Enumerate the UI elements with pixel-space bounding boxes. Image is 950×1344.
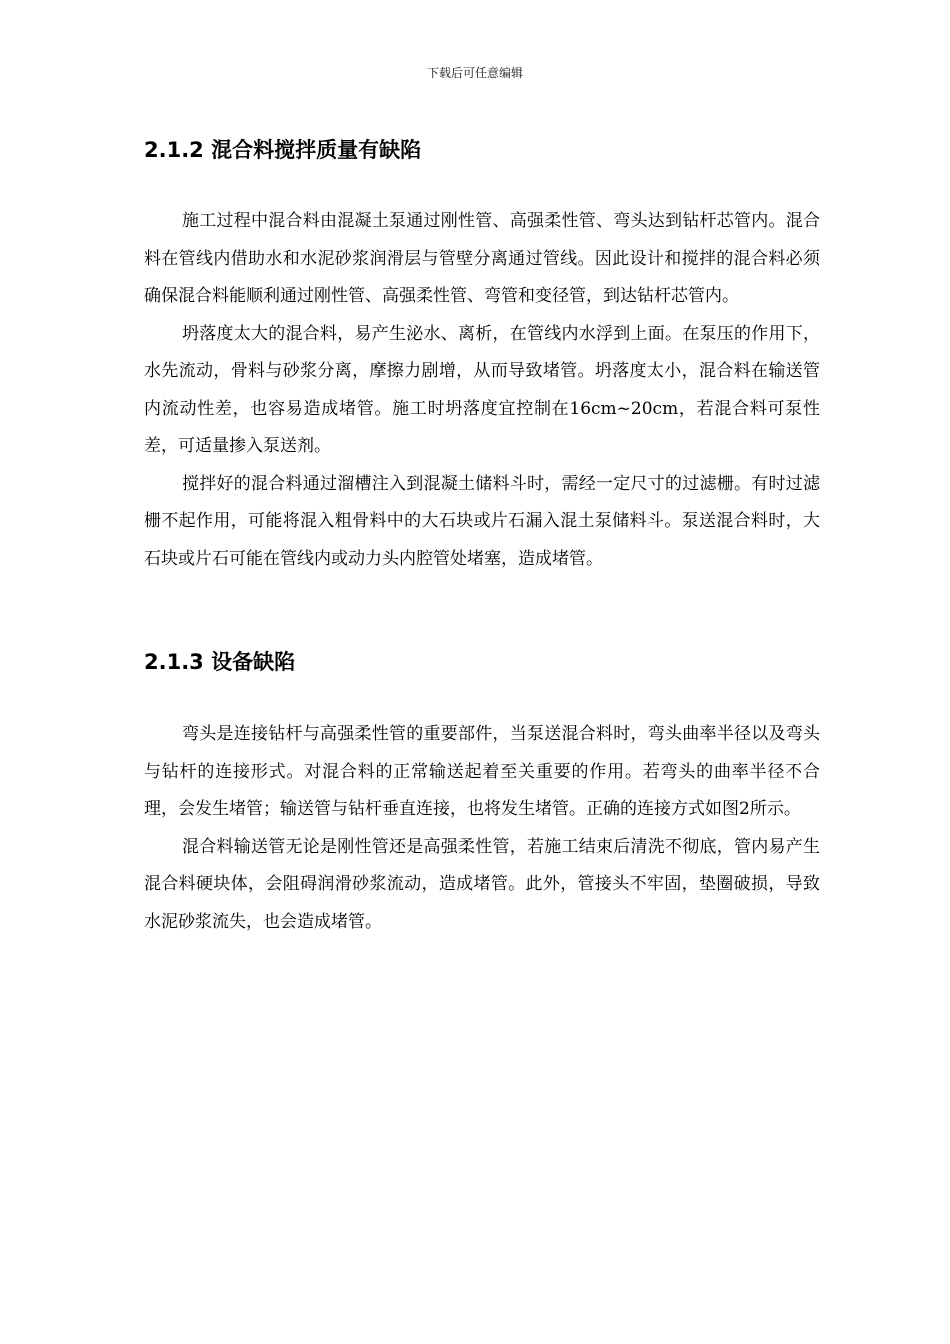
paragraph: 弯头是连接钻杆与高强柔性管的重要部件，当泵送混合料时，弯头曲率半径以及弯头与钻杆的连接形式。对混合料的正常输送起着至关重要的作用。若弯头的曲率半径不合理，会发生堵管；输送管与钻杆垂直连接，也将发生堵管。正确的连接方式如图2所示。 [144, 724, 820, 819]
section-body-2-1-2 [144, 203, 820, 578]
section-heading-2-1-2: 2.1.2 混合料搅拌质量有缺陷 [144, 138, 422, 162]
paragraph: 搅拌好的混合料通过溜槽注入到混凝土储料斗时，需经一定尺寸的过滤栅。有时过滤栅不起作用，可能将混入粗骨料中的大石块或片石漏入混土泵储料斗。泵送混合料时，大石块或片石可能在管线内或动力头内腔管处堵塞，造成堵管。 [144, 473, 820, 569]
paragraph: 坍落度太大的混合料，易产生泌水、离析，在管线内水浮到上面。在泵压的作用下，水先流动，骨料与砂浆分离，摩擦力剧增，从而导致堵管。坍落度太小，混合料在输送管内流动性差，也容易造成堵管。施工时坍落度宜控制在16cm~20cm，若混合料可泵性差，可适量掺入泵送剂。 [144, 323, 820, 456]
page-header-note: 下载后可任意编辑 [426, 66, 523, 80]
section-body-2-1-3 [144, 716, 820, 941]
section-heading-2-1-3: 2.1.3 设备缺陷 [144, 650, 296, 674]
paragraph: 混合料输送管无论是刚性管还是高强柔性管，若施工结束后清洗不彻底，管内易产生混合料硬块体，会阻碍润滑砂浆流动，造成堵管。此外，管接头不牢固，垫圈破损，导致水泥砂浆流失，也会造成堵管。 [144, 836, 820, 932]
paragraph: 施工过程中混合料由混凝土泵通过刚性管、高强柔性管、弯头达到钻杆芯管内。混合料在管线内借助水和水泥砂浆润滑层与管壁分离通过管线。因此设计和搅拌的混合料必须确保混合料能顺利通过刚性管、高强柔性管、弯管和变径管，到达钻杆芯管内。 [144, 211, 820, 306]
